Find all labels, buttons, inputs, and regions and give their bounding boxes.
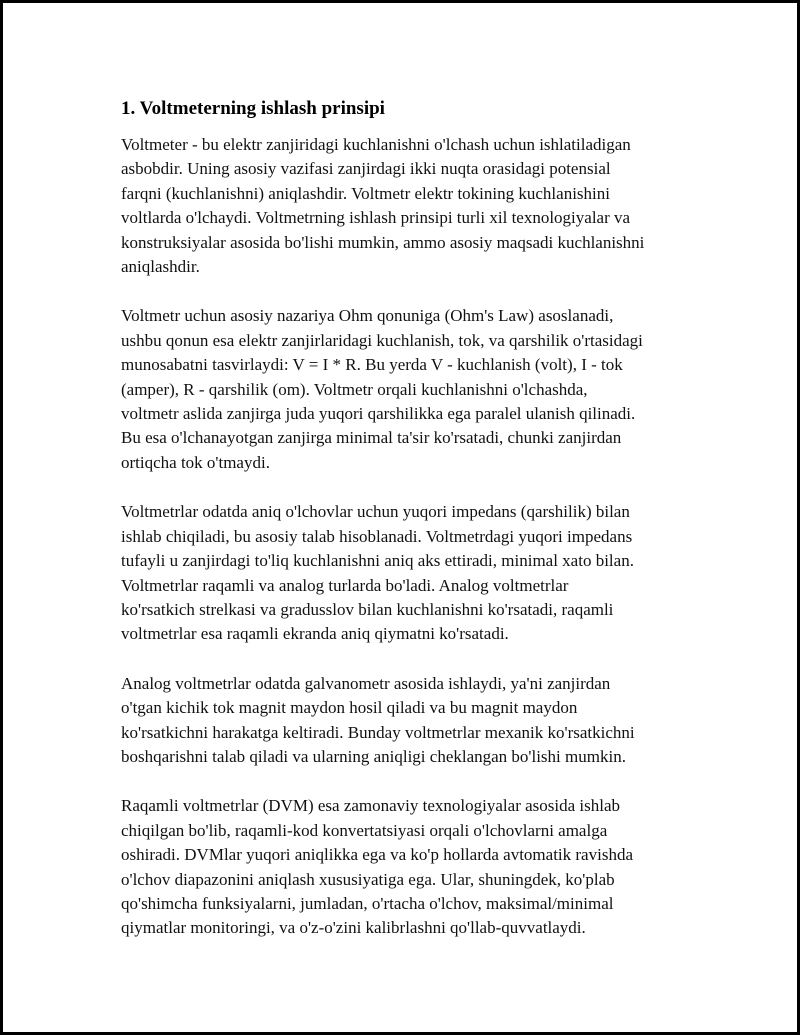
paragraph-line: konstruksiyalar asosida bo'lishi mumkin, ammo asosiy maqsadi kuchlanishni: [121, 232, 645, 252]
section-heading: 1. Voltmeterning ishlash prinsipi: [121, 98, 385, 119]
paragraph-line: o'lchov diapazonini aniqlash xususiyatiga ega. Ular, shuningdek, ko'plab: [121, 869, 615, 889]
paragraph-line: tufayli u zanjirdagi to'liq kuchlanishni aniq aks ettiradi, minimal xato bilan.: [121, 551, 634, 571]
paragraph-line: voltlarda o'lchaydi. Voltmetrning ishlash prinsipi turli xil texnologiyalar va: [121, 208, 631, 228]
paragraph-line: asbobdir. Uning asosiy vazifasi zanjirdagi ikki nuqta orasidagi potensial: [121, 159, 611, 179]
paragraph-line: Bu esa o'lchanayotgan zanjirga minimal ta'sir ko'rsatadi, chunki zanjirdan: [121, 428, 622, 448]
paragraph-3: [121, 500, 701, 646]
paragraph-1: [121, 133, 701, 279]
paragraph-5: [121, 794, 701, 940]
paragraph-line: boshqarishni talab qiladi va ularning aniqligi cheklangan bo'lishi mumkin.: [121, 746, 626, 766]
paragraph-line: ko'rsatkich strelkasi va gradusslov bilan kuchlanishni ko'rsatadi, raqamli: [121, 599, 614, 619]
paragraph-line: qiymatlar monitoringi, va o'z-o'zini kalibrlashni qo'llab-quvvatlaydi.: [121, 918, 586, 938]
paragraph-line: chiqilgan bo'lib, raqamli-kod konvertatsiyasi orqali o'lchovlarni amalga: [121, 820, 608, 840]
paragraph-line: (amper), R - qarshilik (om). Voltmetr orqali kuchlanishni o'lchashda,: [121, 379, 588, 399]
document-body: [121, 97, 701, 966]
paragraph-line: Voltmetrlar raqamli va analog turlarda bo'ladi. Analog voltmetrlar: [121, 575, 569, 595]
paragraph-line: Voltmeter - bu elektr zanjiridagi kuchlanishni o'lchash uchun ishlatiladigan: [121, 135, 631, 154]
paragraph-line: oshiradi. DVMlar yuqori aniqlikka ega va ko'p hollarda avtomatik ravishda: [121, 845, 633, 865]
paragraph-line: ishlab chiqiladi, bu asosiy talab hisoblanadi. Voltmetrdagi yuqori impedans: [121, 526, 633, 546]
paragraph-line: ko'rsatkichni harakatga keltiradi. Bunday voltmetrlar mexanik ko'rsatkichni: [121, 722, 635, 742]
paragraph-line: aniqlashdir.: [121, 257, 200, 277]
paragraph-2: [121, 304, 701, 475]
paragraph-line: munosabatni tasvirlaydi: V = I * R. Bu yerda V - kuchlanish (volt), I - tok: [121, 355, 623, 375]
paragraph-line: qo'shimcha funksiyalarni, jumladan, o'rtacha o'lchov, maksimal/minimal: [121, 893, 614, 913]
paragraph-4: [121, 672, 701, 770]
paragraph-line: Analog voltmetrlar odatda galvanometr asosida ishlaydi, ya'ni zanjirdan: [121, 673, 611, 693]
paragraph-line: Voltmetrlar odatda aniq o'lchovlar uchun yuqori impedans (qarshilik) bilan: [121, 502, 630, 522]
paragraph-line: ushbu qonun esa elektr zanjirlaridagi kuchlanish, tok, va qarshilik o'rtasidagi: [121, 330, 643, 350]
paragraph-line: o'tgan kichik tok magnit maydon hosil qiladi va bu magnit maydon: [121, 698, 578, 718]
paragraph-line: Raqamli voltmetrlar (DVM) esa zamonaviy texnologiyalar asosida ishlab: [121, 796, 621, 816]
paragraph-line: voltmetrlar esa raqamli ekranda aniq qiymatni ko'rsatadi.: [121, 624, 509, 644]
paragraph-line: voltmetr aslida zanjirga juda yuqori qarshilikka ega paralel ulanish qilinadi.: [121, 404, 636, 424]
paragraph-line: farqni (kuchlanishni) aniqlashdir. Voltmetr elektr tokining kuchlanishini: [121, 183, 610, 203]
paragraph-line: ortiqcha tok o'tmaydi.: [121, 452, 270, 472]
paragraph-line: Voltmetr uchun asosiy nazariya Ohm qonuniga (Ohm's Law) asoslanadi,: [121, 306, 614, 326]
